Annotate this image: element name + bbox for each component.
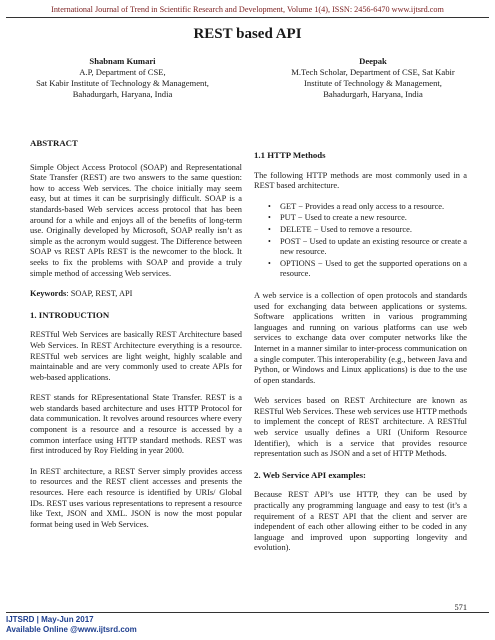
list-item: • DELETE − Used to remove a resource. (268, 224, 412, 234)
keywords-text: : SOAP, REST, API (66, 289, 133, 299)
author-name: Shabnam Kumari (89, 56, 156, 66)
web-service-paragraph: A web service is a collection of open protocols and standards used for exchanging data between applications or systems. Software applications written in various programming languages and running on various platforms can use web services to exchange data over computer networks like the Internet in a manner similar to inter-process communication on a single computer. This interoperability (e.g., between Java and Python, or Windows and Linux applications) is due to the use of open standards. (254, 290, 467, 385)
list-item: • PUT − Used to create a new resource. (268, 213, 407, 223)
author-affiliation-line: A.P, Department of CSE, (79, 67, 166, 77)
list-item: • OPTIONS − Used to get the supported operations on a resource. (268, 258, 467, 279)
author-affiliation-line: Sat Kabir Institute of Technology & Management, (36, 78, 209, 88)
bullet-icon: • (268, 258, 271, 268)
list-item: • POST − Used to update an existing resource or create a new resource. (268, 236, 467, 257)
introduction-paragraph: RESTful Web Services are basically REST Architecture based Web Services. In REST Architecture everything is a resource. RESTful web services are light weight, highly scalable and maintainable and are very commonly used to create APIs for web-based applications. (30, 330, 242, 382)
api-examples-heading: 2. Web Service API examples: (254, 469, 366, 480)
page-number: 571 (454, 603, 467, 612)
abstract-heading: ABSTRACT (30, 138, 78, 148)
header-divider (6, 17, 489, 18)
introduction-paragraph: REST stands for REpresentational State Transfer. REST is a web standards based architecture and uses HTTP Protocol for data communication. It revolves around resources where every component is a resource and a resource is accessed by a common interface using HTTP standard methods. REST was first introduced by Roy Fielding in year 2000. (30, 393, 242, 456)
restful-paragraph: Web services based on REST Architecture are known as RESTful Web Services. These web services use HTTP methods to implement the concept of REST architecture. A RESTful web service usually defines a URI (Uniform Resource Identifier), which is a service that provides resource representation such as JSON and a set of HTTP Methods. (254, 396, 467, 459)
author-affiliation-line: Bahadurgarh, Haryana, India (323, 89, 423, 99)
footer-issue: IJTSRD | May-Jun 2017 (6, 615, 94, 624)
left-column (30, 138, 242, 530)
right-column (254, 150, 467, 554)
http-methods-intro: The following HTTP methods are most commonly used in a REST based architecture. (254, 170, 467, 191)
author-affiliation-line: M.Tech Scholar, Department of CSE, Sat Kabir (291, 67, 455, 77)
author-affiliation-line: Bahadurgarh, Haryana, India (72, 89, 173, 99)
introduction-paragraph: In REST architecture, a REST Server simply provides access to resources and the REST client accesses and presents the resources. Here each resource is identified by URIs/ Global IDs. REST uses various representations to represent a resource like Text, JSON and XML. JSON is now the most popular format being used in Web Services. (30, 466, 242, 529)
author-affiliation-line: Institute of Technology & Management, (304, 78, 442, 88)
bullet-icon: • (268, 201, 271, 211)
author-block-1 (20, 56, 225, 100)
journal-header: International Journal of Trend in Scientific Research and Development, Volume 1(4), ISSN: 2456-6470 www.ijtsrd.com (51, 5, 444, 14)
footer-info (6, 615, 137, 635)
list-item: • GET − Provides a read only access to a resource. (268, 201, 445, 211)
keywords-line (30, 289, 242, 300)
footer-website-link[interactable]: Available Online @www.ijtsrd.com (6, 625, 137, 634)
http-methods-heading: 1.1 HTTP Methods (254, 150, 326, 160)
author-block-2 (262, 56, 484, 100)
author-name: Deepak (359, 56, 387, 66)
bullet-icon: • (268, 224, 271, 234)
footer-divider (6, 612, 489, 613)
bullet-icon: • (268, 236, 271, 246)
api-examples-paragraph: Because REST API’s use HTTP, they can be used by practically any programming language and easy to test (it’s a requirement of a REST API that the client and server are independent of each other allowing either to be coded in any language and improved upon supporting longevity and evolution). (254, 490, 467, 553)
bullet-icon: • (268, 213, 271, 223)
abstract-text: Simple Object Access Protocol (SOAP) and Representational State Transfer (REST) are two answers to the same question: how to access Web services. The choice initially may seem easy, but at times it can be surprisingly difficult. SOAP is a standards-based Web services access protocol that has been around for a while and enjoys all of the benefits of long-term use. Originally developed by Microsoft, SOAP really isn’t as simple as the acronym would suggest. The Difference between SOAP vs REST APIs REST is the newcomer to the block. It seeks to fix the problems with SOAP and provide a truly simple method of accessing Web services. (30, 162, 242, 278)
keywords-label: Keywords (30, 289, 67, 299)
http-methods-list (254, 202, 467, 280)
introduction-heading: 1. INTRODUCTION (30, 309, 110, 320)
paper-title: REST based API (193, 26, 302, 42)
